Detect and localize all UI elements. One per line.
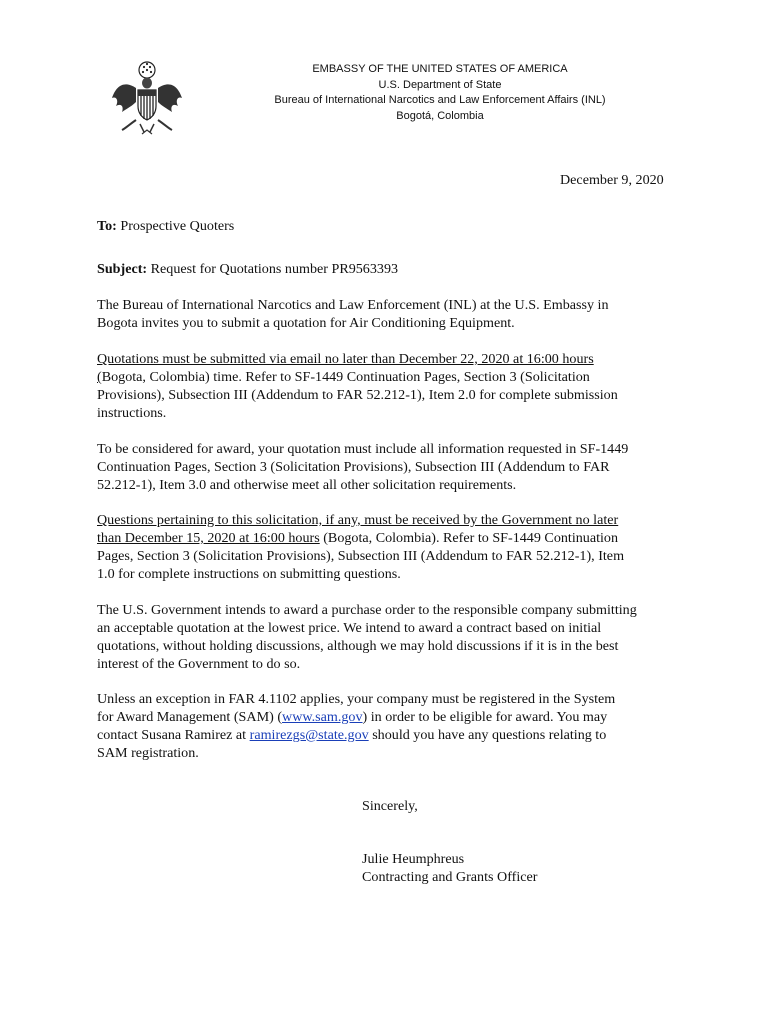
text-segment: Bogota, Colombia) time. Refer to SF-1449 Continuation Pages, Section 3 (Solicitation xyxy=(101,369,590,385)
signature-block xyxy=(362,850,537,886)
subject-line xyxy=(97,260,687,278)
text-line: The U.S. Government intends to award a purchase order to the responsible company submitting xyxy=(97,602,637,618)
signer-title: Contracting and Grants Officer xyxy=(362,869,538,885)
text-line: quotations, without holding discussions, although we may hold discussions if it is in the best xyxy=(97,638,619,654)
letter-date: December 9, 2020 xyxy=(560,172,664,188)
sam-website-link[interactable]: www.sam.gov xyxy=(282,709,363,725)
paragraph-award-intent xyxy=(97,601,687,673)
text-line: Pages, Section 3 (Solicitation Provisions), Subsection III (Addendum to FAR 52.212-1), Item xyxy=(97,548,625,564)
to-value: Prospective Quoters xyxy=(120,218,235,234)
contact-email-link[interactable]: ramirezgs@state.gov xyxy=(249,727,369,743)
text-segment: should you have any questions relating to xyxy=(368,727,607,743)
to-label: To: xyxy=(97,218,117,234)
paragraph-submission-deadline xyxy=(97,350,687,422)
text-line: instructions. xyxy=(97,405,167,421)
deadline-underlined: Quotations must be submitted via email no later than December 22, 2020 at 16:00 hours xyxy=(97,351,594,367)
text-segment: contact Susana Ramirez at xyxy=(97,727,250,743)
subject-label: Subject: xyxy=(97,261,148,277)
questions-underlined: Questions pertaining to this solicitation, if any, must be received by the Government no later xyxy=(97,512,619,528)
text-line: 52.212-1), Item 3.0 and otherwise meet all other solicitation requirements. xyxy=(97,477,517,493)
paragraph-award-requirements xyxy=(97,440,687,494)
paragraph-questions-deadline xyxy=(97,511,687,583)
questions-underlined-date: than December 15, 2020 at 16:00 hours xyxy=(97,530,320,546)
text-line: Bogota invites you to submit a quotation for Air Conditioning Equipment. xyxy=(97,315,515,331)
text-line: Continuation Pages, Section 3 (Solicitation Provisions), Subsection III (Addendum to FAR xyxy=(97,459,610,475)
letterhead-embassy: EMBASSY OF THE UNITED STATES OF AMERICA xyxy=(312,63,568,75)
letterhead-bureau: Bureau of International Narcotics and Law Enforcement Affairs (INL) xyxy=(274,94,606,106)
text-line: Provisions), Subsection III (Addendum to FAR 52.212-1), Item 2.0 for complete submission xyxy=(97,387,618,403)
text-line: 1.0 for complete instructions on submitting questions. xyxy=(97,566,401,582)
closing: Sincerely, xyxy=(362,798,418,814)
text-line: interest of the Government to do so. xyxy=(97,656,301,672)
text-segment: ) in order to be eligible for award. You may xyxy=(362,709,608,725)
paragraph-intro xyxy=(97,296,687,332)
embassy-seal-icon xyxy=(106,58,188,140)
text-line: The Bureau of International Narcotics and Law Enforcement (INL) at the U.S. Embassy in xyxy=(97,297,609,313)
text-segment: (Bogota, Colombia). Refer to SF-1449 Continuation xyxy=(319,530,619,546)
recipient-line xyxy=(97,217,687,235)
signer-name: Julie Heumphreus xyxy=(362,851,465,867)
text-line: Unless an exception in FAR 4.1102 applies, your company must be registered in the System xyxy=(97,691,616,707)
text-segment: for Award Management (SAM) ( xyxy=(97,709,283,725)
deadline-underlined-paren: ( xyxy=(97,369,102,385)
letterhead xyxy=(200,62,680,124)
letterhead-department: U.S. Department of State xyxy=(378,78,502,91)
subject-value: Request for Quotations number PR9563393 xyxy=(150,261,399,277)
text-line: To be considered for award, your quotation must include all information requested in SF-1449 xyxy=(97,441,629,457)
paragraph-sam-registration xyxy=(97,690,687,762)
text-line: an acceptable quotation at the lowest price. We intend to award a contract based on initial xyxy=(97,620,602,636)
text-line: SAM registration. xyxy=(97,745,199,761)
letterhead-location: Bogotá, Colombia xyxy=(396,109,484,122)
